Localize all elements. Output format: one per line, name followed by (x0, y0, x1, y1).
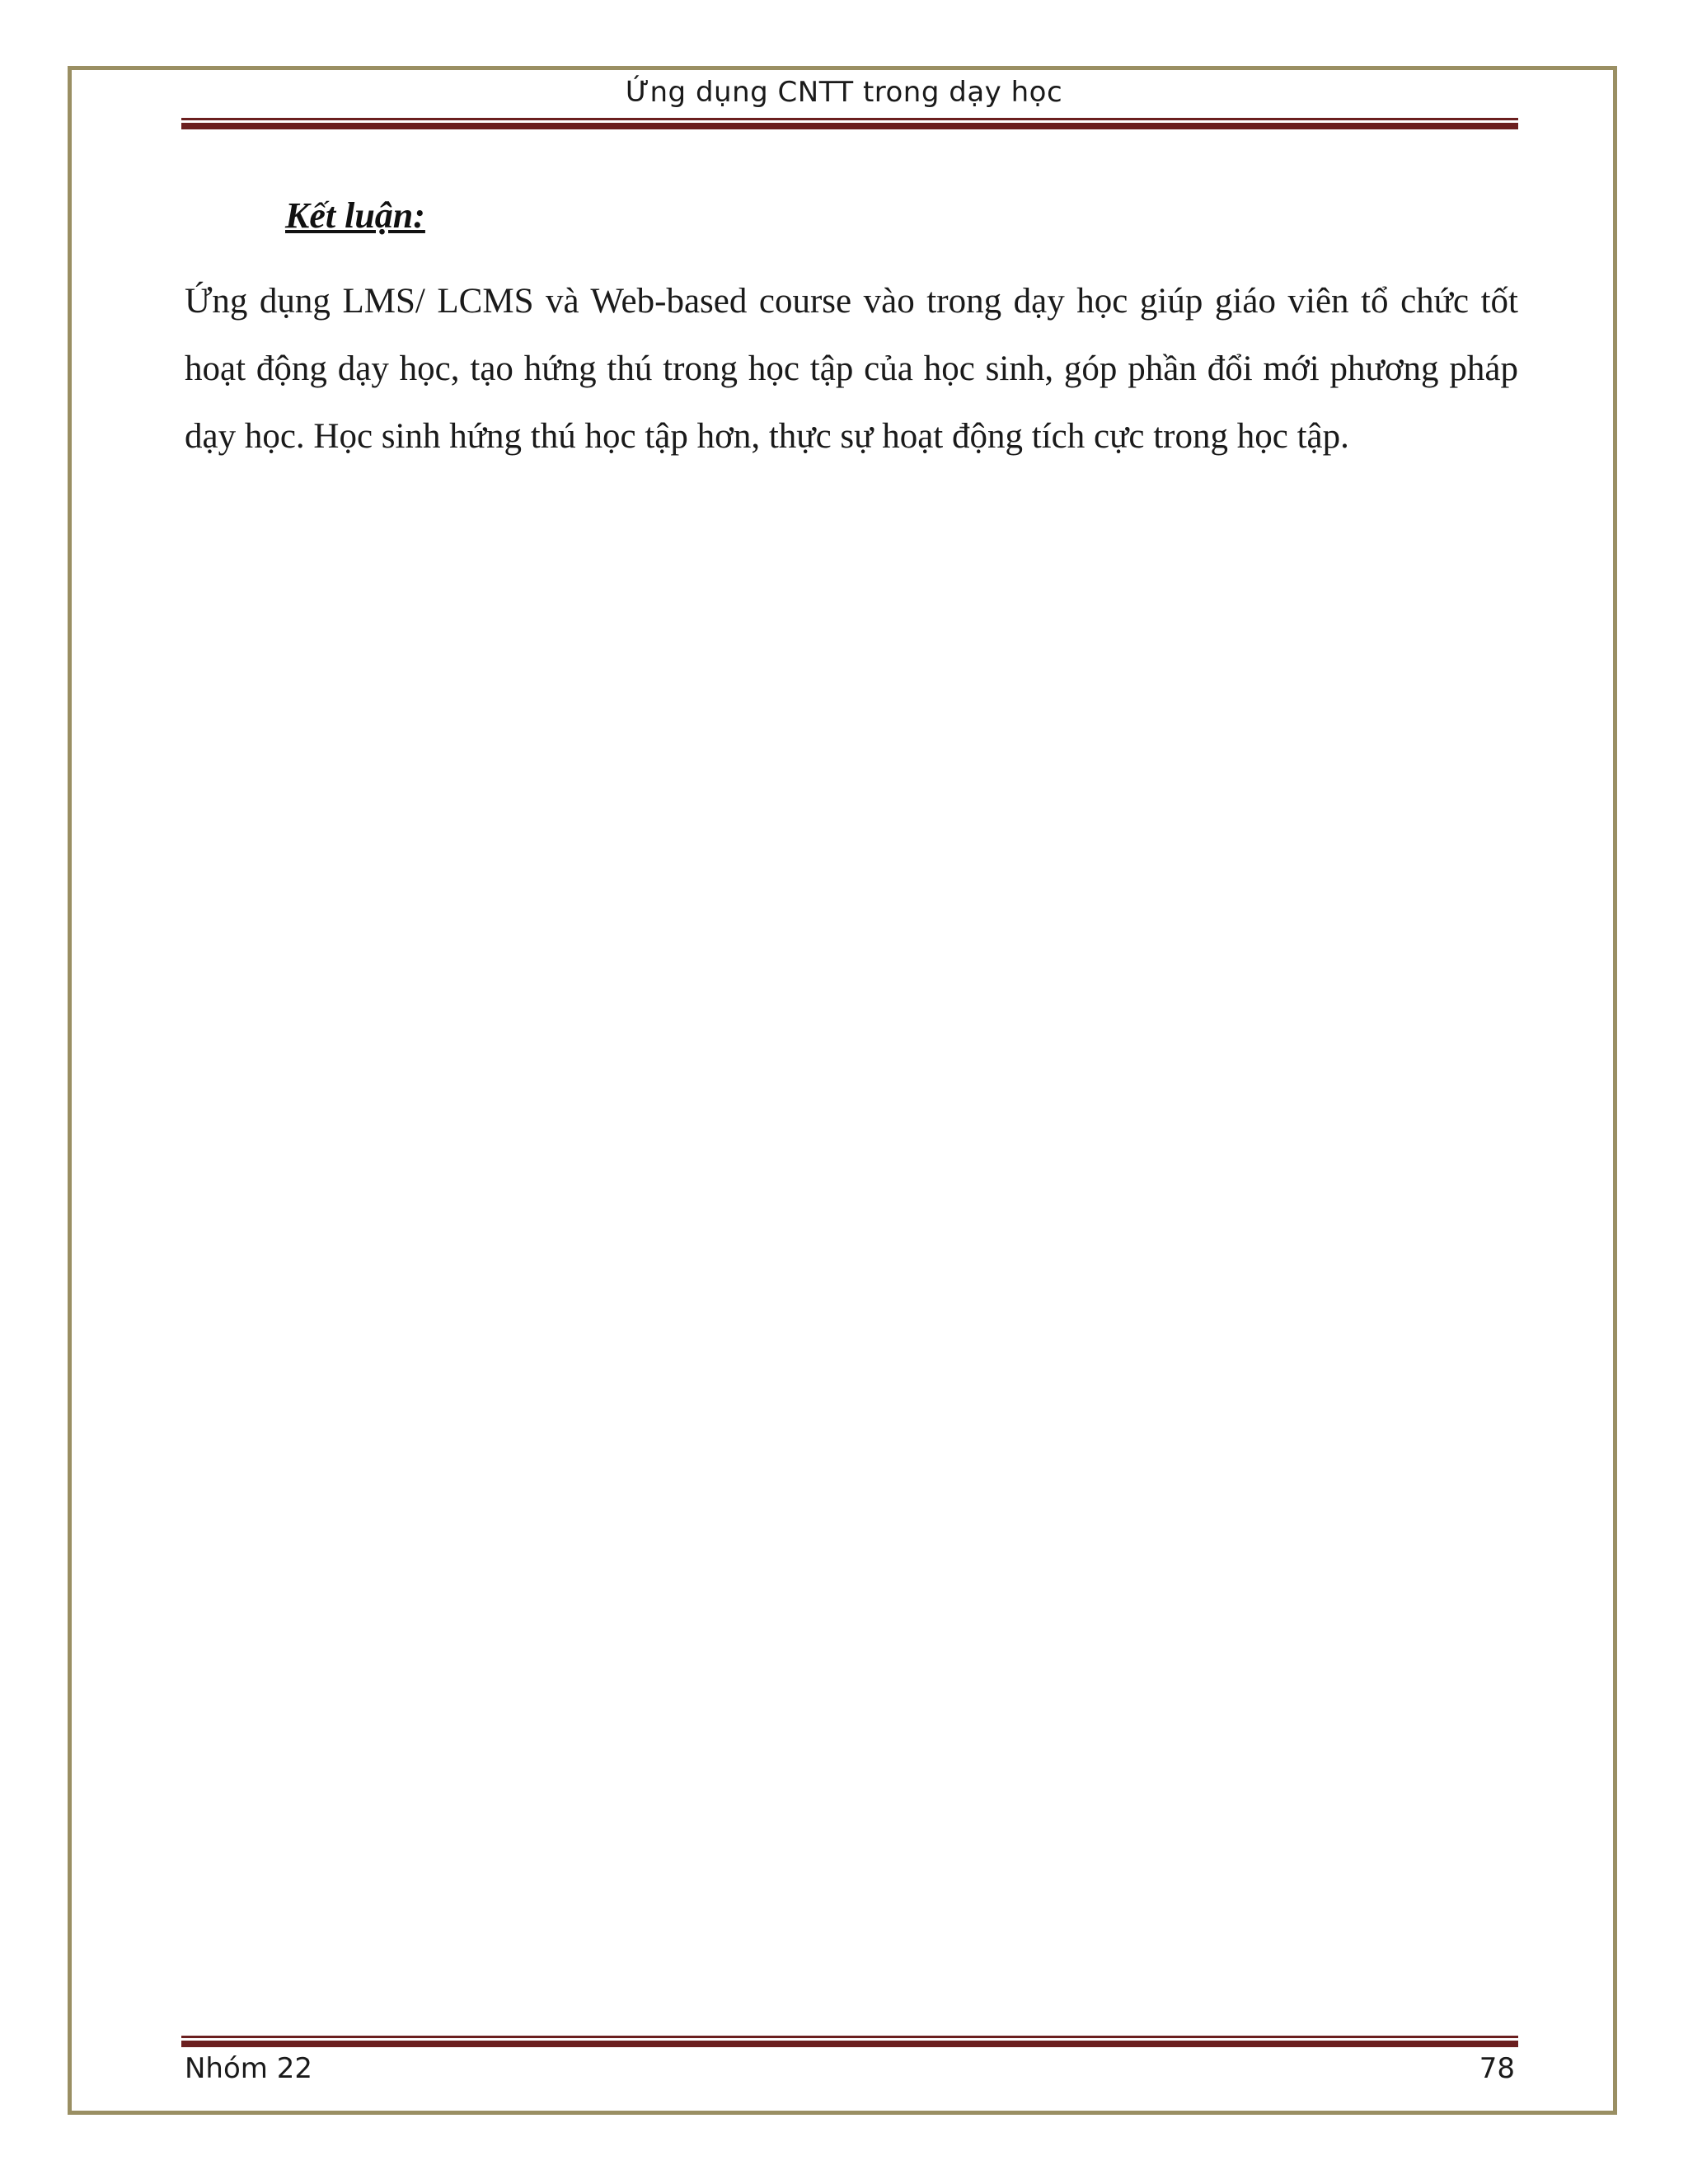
footer-rule (181, 2036, 1518, 2047)
page-number: 78 (1479, 2052, 1515, 2085)
body-paragraph: Ứng dụng LMS/ LCMS và Web-based course vào trong dạy học giúp giáo viên tổ chức tốt hoạt động dạy học, tạo hứng thú trong học tập của học sinh, góp phần đổi mới phương pháp dạy học. Học sinh hứng thú học tập hơn, thực sự hoạt động tích cực trong học tập. (185, 282, 1518, 456)
section-heading: Kết luận: (285, 195, 425, 236)
header-title: Ứng dụng CNTT trong dạy học (625, 76, 1063, 109)
footer-group-label: Nhóm 22 (185, 2052, 312, 2085)
header-rule (181, 118, 1518, 129)
